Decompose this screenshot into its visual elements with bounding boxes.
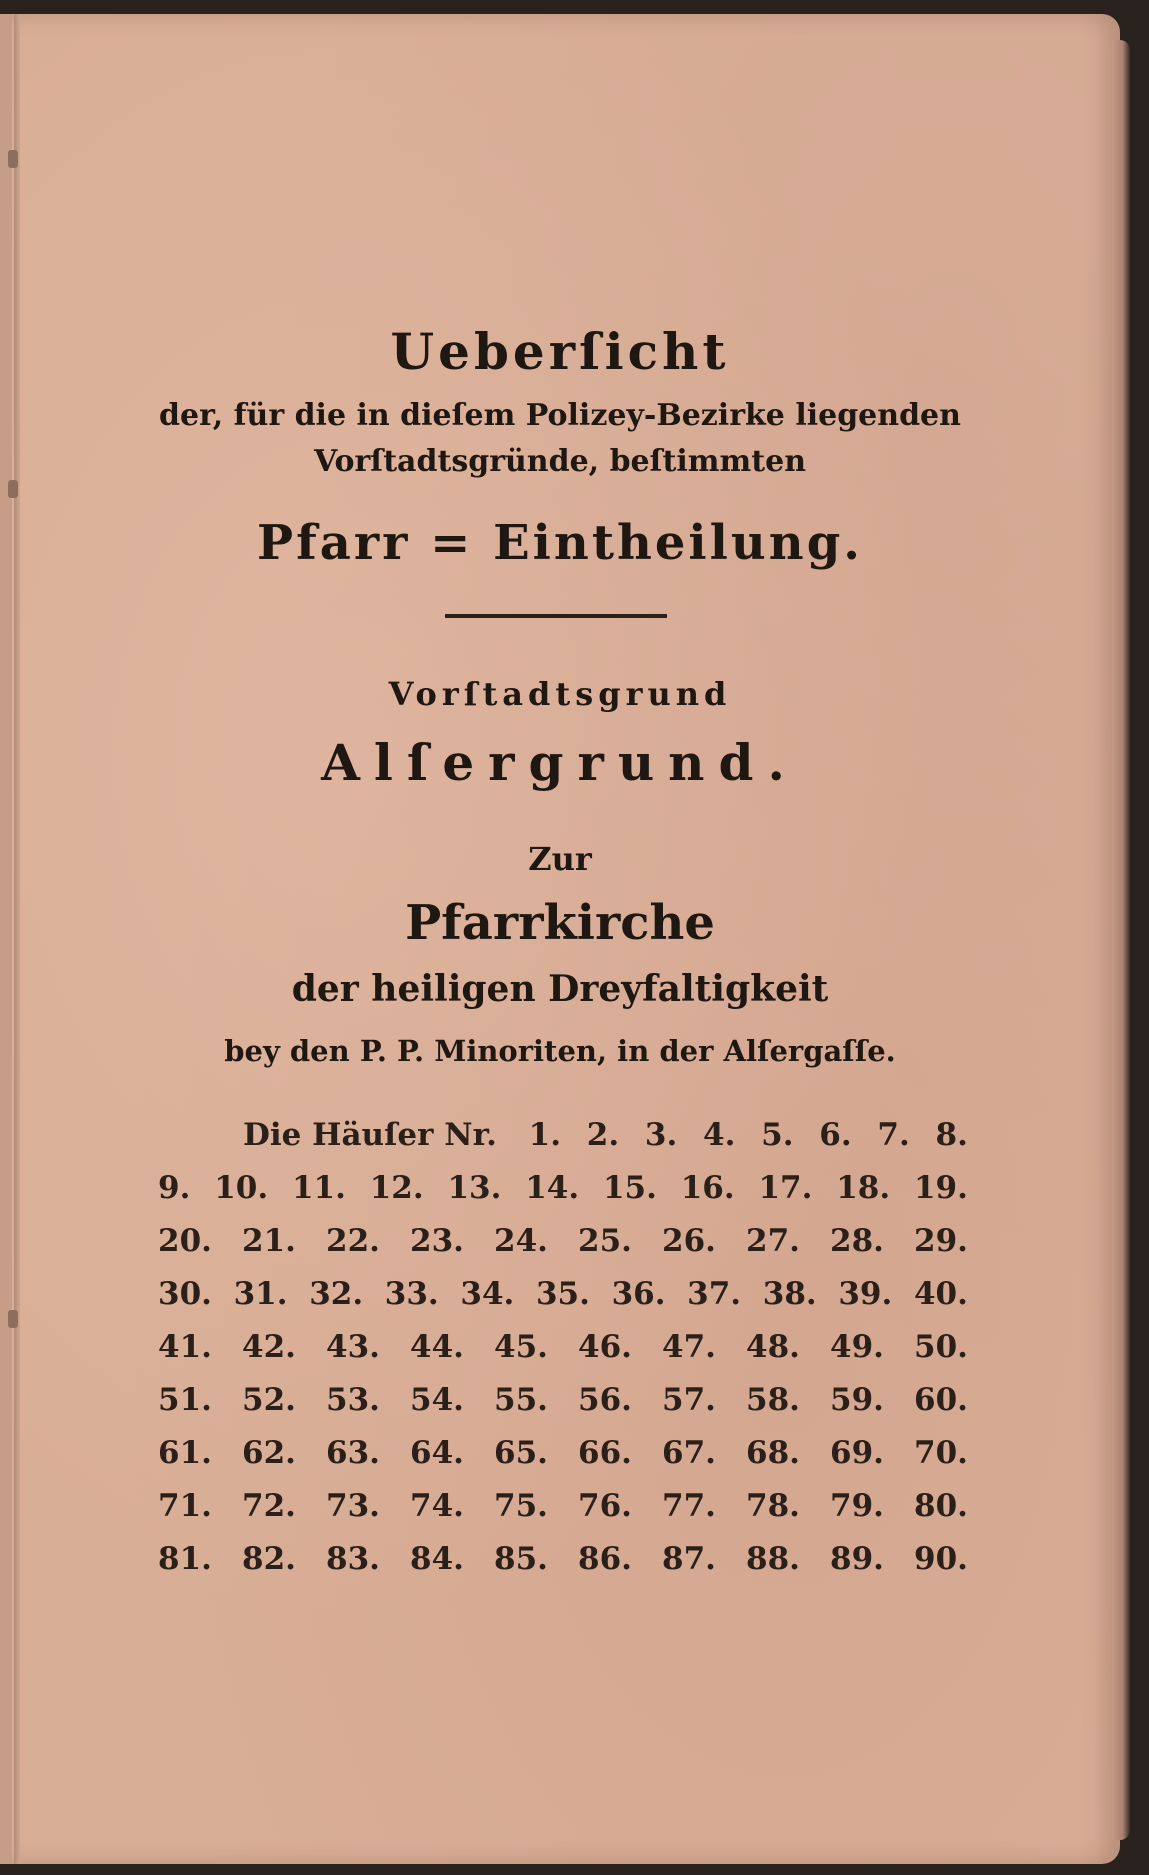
house-number: 60.	[914, 1381, 968, 1418]
church-dedication: der heiligen Dreyfaltigkeit	[291, 968, 829, 1010]
house-number: 72.	[242, 1487, 296, 1524]
subtitle-line-1: der, für die in dieſem Polizey-Bezirke liegenden	[159, 398, 961, 433]
house-number: 51.	[158, 1381, 212, 1418]
binding-stitch	[8, 150, 18, 168]
house-number: 31.	[233, 1275, 288, 1312]
house-number: 74.	[410, 1487, 464, 1524]
house-number: 19.	[913, 1169, 968, 1206]
house-number: 25.	[578, 1222, 632, 1259]
house-number: 90.	[914, 1540, 968, 1577]
house-number: 40.	[913, 1275, 968, 1312]
house-number: 67.	[662, 1434, 716, 1471]
zur-label: Zur	[528, 840, 592, 878]
house-number: 23.	[410, 1222, 464, 1259]
house-number: 79.	[830, 1487, 884, 1524]
house-number: 21.	[242, 1222, 296, 1259]
house-number: 6.	[819, 1116, 852, 1153]
house-number: 62.	[242, 1434, 296, 1471]
district-label: Vorſtadtsgrund	[388, 675, 732, 713]
house-number: 89.	[830, 1540, 884, 1577]
house-number: 64.	[410, 1434, 464, 1471]
house-number: 15.	[602, 1169, 657, 1206]
house-number: 4.	[703, 1116, 736, 1153]
house-number: 17.	[758, 1169, 813, 1206]
section-heading: Pfarr = Eintheilung.	[257, 515, 863, 571]
house-number-list	[158, 1108, 968, 1585]
house-number: 26.	[662, 1222, 716, 1259]
house-number: 58.	[746, 1381, 800, 1418]
house-number: 49.	[830, 1328, 884, 1365]
house-number: 20.	[158, 1222, 212, 1259]
house-number: 11.	[291, 1169, 346, 1206]
house-number: 38.	[762, 1275, 817, 1312]
house-number: 84.	[410, 1540, 464, 1577]
page-title: Ueberſicht	[390, 322, 730, 381]
house-number: 69.	[830, 1434, 884, 1471]
house-number: 12.	[369, 1169, 424, 1206]
house-number: 41.	[158, 1328, 212, 1365]
house-row	[158, 1161, 968, 1214]
house-row	[158, 1479, 968, 1532]
binding-stitch	[8, 480, 18, 498]
house-number: 3.	[644, 1116, 678, 1153]
page-stack-edge	[1112, 40, 1130, 1840]
house-number: 39.	[838, 1275, 893, 1312]
house-number: 43.	[326, 1328, 380, 1365]
house-number: 52.	[242, 1381, 296, 1418]
house-number: 32.	[309, 1275, 364, 1312]
house-row	[158, 1373, 968, 1426]
house-number: 34.	[460, 1275, 515, 1312]
page-gutter	[0, 14, 12, 1864]
house-number: 7.	[877, 1116, 910, 1153]
house-number: 37.	[687, 1275, 742, 1312]
house-number: 28.	[830, 1222, 884, 1259]
house-number: 9.	[158, 1169, 191, 1206]
house-number: 73.	[326, 1487, 380, 1524]
house-number: 61.	[158, 1434, 212, 1471]
house-number: 33.	[384, 1275, 439, 1312]
house-number: 63.	[326, 1434, 380, 1471]
church-location: bey den P. P. Minoriten, in der Alſergaſſe.	[224, 1034, 896, 1068]
divider-rule	[445, 614, 667, 618]
houses-intro: Die Häuſer Nr.	[243, 1116, 497, 1153]
house-number: 45.	[494, 1328, 548, 1365]
house-number: 77.	[662, 1487, 716, 1524]
house-number: 35.	[535, 1275, 590, 1312]
binding-stitch	[8, 1310, 18, 1328]
house-number: 65.	[494, 1434, 548, 1471]
house-number: 66.	[578, 1434, 632, 1471]
house-number: 22.	[326, 1222, 380, 1259]
house-number: 18.	[836, 1169, 891, 1206]
house-number: 46.	[578, 1328, 632, 1365]
house-number: 36.	[611, 1275, 666, 1312]
binding-edge	[14, 14, 20, 1864]
house-number: 76.	[578, 1487, 632, 1524]
house-row	[158, 1267, 968, 1320]
house-number: 14.	[525, 1169, 580, 1206]
house-number: 44.	[410, 1328, 464, 1365]
house-number: 71.	[158, 1487, 212, 1524]
house-number: 5.	[761, 1116, 794, 1153]
house-number: 80.	[914, 1487, 968, 1524]
house-number: 10.	[214, 1169, 269, 1206]
house-number: 2.	[586, 1116, 620, 1153]
house-number: 70.	[914, 1434, 968, 1471]
district-name: Alſergrund.	[321, 733, 799, 792]
house-number: 68.	[746, 1434, 800, 1471]
house-number: 75.	[494, 1487, 548, 1524]
house-number: 48.	[746, 1328, 800, 1365]
house-number: 83.	[326, 1540, 380, 1577]
house-number: 78.	[746, 1487, 800, 1524]
house-number: 53.	[326, 1381, 380, 1418]
house-number: 81.	[158, 1540, 212, 1577]
house-row	[158, 1108, 968, 1161]
house-number: 16.	[680, 1169, 735, 1206]
house-number: 57.	[662, 1381, 716, 1418]
house-number: 86.	[578, 1540, 632, 1577]
house-number: 1.	[528, 1116, 562, 1153]
house-number: 30.	[158, 1275, 212, 1312]
house-number: 27.	[746, 1222, 800, 1259]
house-number: 56.	[578, 1381, 632, 1418]
house-number: 13.	[447, 1169, 502, 1206]
house-number: 85.	[494, 1540, 548, 1577]
house-number: 50.	[914, 1328, 968, 1365]
church-title: Pfarrkirche	[405, 895, 715, 951]
house-number: 88.	[746, 1540, 800, 1577]
house-number: 55.	[494, 1381, 548, 1418]
house-number: 87.	[662, 1540, 716, 1577]
house-row	[158, 1320, 968, 1373]
house-number: 47.	[662, 1328, 716, 1365]
house-number: 42.	[242, 1328, 296, 1365]
house-row	[158, 1532, 968, 1585]
house-number: 82.	[242, 1540, 296, 1577]
house-row	[158, 1214, 968, 1267]
subtitle-line-2: Vorſtadtsgründe, beſtimmten	[313, 444, 807, 479]
house-number: 29.	[914, 1222, 968, 1259]
house-row	[158, 1426, 968, 1479]
house-number: 59.	[830, 1381, 884, 1418]
house-number: 54.	[410, 1381, 464, 1418]
house-number: 8.	[935, 1116, 968, 1153]
house-number: 24.	[494, 1222, 548, 1259]
